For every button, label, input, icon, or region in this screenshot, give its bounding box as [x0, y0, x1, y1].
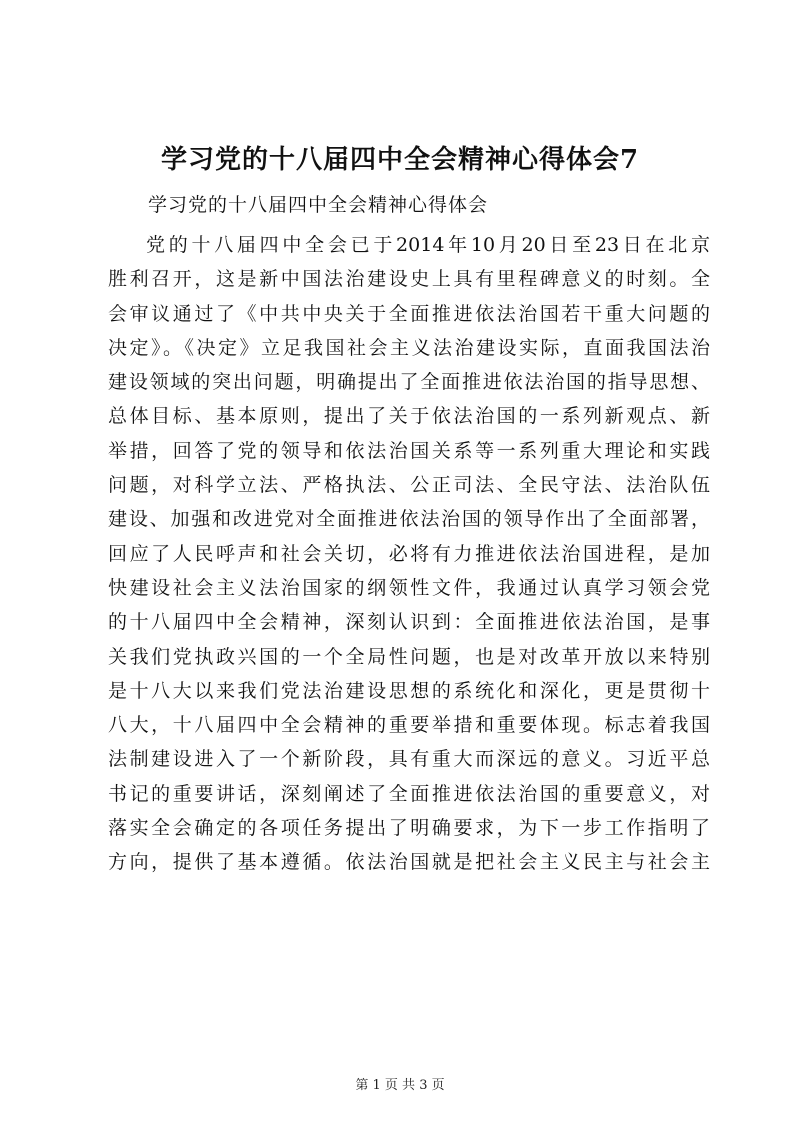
page-number: 第 1 页 共 3 页 [355, 1078, 445, 1093]
paragraph-line: 问题，对科学立法、严格执法、公正司法、全民守法、法治队伍 [108, 474, 710, 497]
paragraph-line: 决定》。《决定》立足我国社会主义法治建设实际，直面我国法治 [108, 336, 710, 359]
paragraph-line: 方向，提供了基本遵循。依法治国就是把社会主义民主与社会主 [108, 851, 710, 874]
paragraph-line: 建设领域的突出问题，明确提出了全面推进依法治国的指导思想、 [108, 371, 710, 394]
paragraph-line: 是十八大以来我们党法治建设思想的系统化和深化，更是贯彻十 [108, 679, 710, 702]
document-title: 学习党的十八届四中全会精神心得体会7 [160, 145, 640, 175]
paragraph-line: 胜利召开，这是新中国法治建设史上具有里程碑意义的时刻。全 [108, 268, 710, 291]
paragraph-line: 快建设社会主义法治国家的纲领性文件，我通过认真学习领会党 [108, 576, 710, 599]
paragraph-line: 关我们党执政兴国的一个全局性问题，也是对改革开放以来特别 [108, 645, 710, 668]
paragraph-line: 建设、加强和改进党对全面推进依法治国的领导作出了全面部署， [108, 508, 710, 531]
paragraph-line: 八大，十八届四中全会精神的重要举措和重要体现。标志着我国 [108, 714, 710, 737]
paragraph-line: 的十八届四中全会精神，深刻认识到：全面推进依法治国，是事 [108, 611, 710, 634]
paragraph-line: 书记的重要讲话，深刻阐述了全面推进依法治国的重要意义，对 [108, 782, 710, 805]
document-subtitle: 学习党的十八届四中全会精神心得体会 [148, 194, 489, 216]
paragraph-line: 回应了人民呼声和社会关切，必将有力推进依法治国进程，是加 [108, 542, 710, 565]
paragraph-line: 会审议通过了《中共中央关于全面推进依法治国若干重大问题的 [108, 302, 710, 325]
paragraph-line: 总体目标、基本原则，提出了关于依法治国的一系列新观点、新 [108, 405, 710, 428]
body-paragraph [108, 228, 710, 880]
paragraph-line: 法制建设进入了一个新阶段，具有重大而深远的意义。习近平总 [108, 748, 710, 771]
paragraph-line: 落实全会确定的各项任务提出了明确要求，为下一步工作指明了 [108, 817, 710, 840]
paragraph-line: 举措，回答了党的领导和依法治国关系等一系列重大理论和实践 [108, 439, 710, 462]
paragraph-line: 党的十八届四中全会已于2014年10月20日至23日在北京 [146, 234, 710, 256]
